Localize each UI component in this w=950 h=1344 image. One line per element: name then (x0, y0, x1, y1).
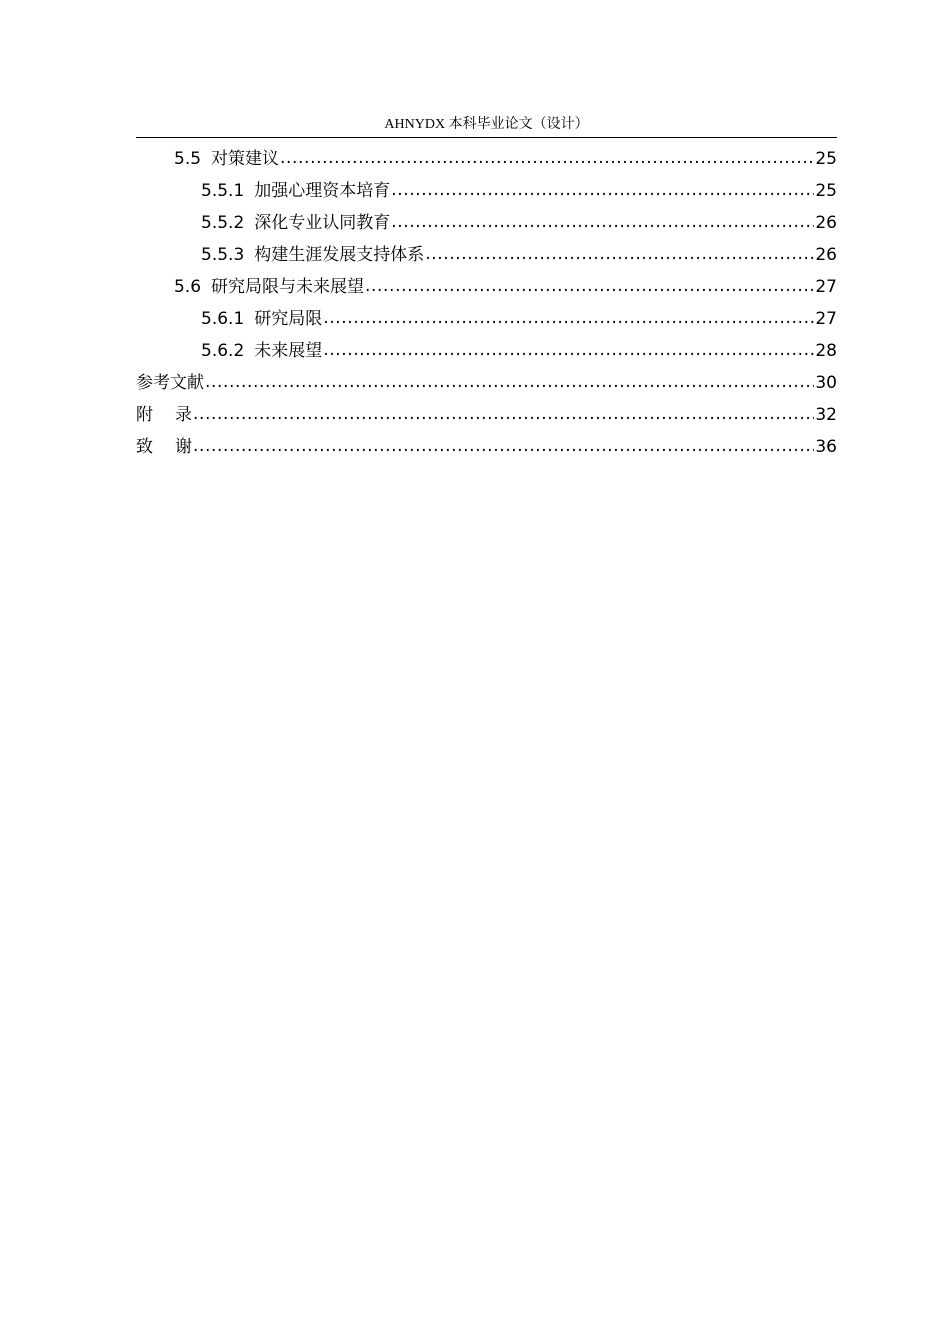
toc-entry-title: 参考文献 (136, 373, 204, 393)
toc-entry-page: 32 (815, 405, 837, 425)
toc-entry-number: 5.5.2 (201, 213, 245, 233)
toc-entry-title: 加强心理资本培育 (254, 181, 391, 201)
toc-dot-leader (205, 366, 814, 398)
toc-entry[interactable] (136, 271, 837, 303)
toc-dot-leader (193, 430, 814, 462)
toc-entry-page: 26 (815, 245, 837, 265)
toc-entry-title: 附 (136, 405, 175, 425)
toc-entry[interactable] (136, 207, 837, 239)
toc-entry-title: 致 (136, 437, 175, 457)
toc-entry-page: 28 (815, 341, 837, 361)
toc-entry-number: 5.6.2 (201, 341, 245, 361)
toc-entry-title: 未来展望 (254, 341, 323, 361)
toc-entry-title: 研究局限 (254, 309, 323, 329)
toc-entry-page: 30 (815, 373, 837, 393)
toc-entry-number: 5.6.1 (201, 309, 245, 329)
toc-entry-number: 5.6 (174, 277, 202, 297)
toc-entry[interactable] (136, 335, 837, 367)
toc-entry-page: 26 (815, 213, 837, 233)
toc-entry-number: 5.5.1 (201, 181, 245, 201)
header-divider (136, 137, 837, 138)
toc-dot-leader (323, 334, 814, 366)
toc-entry[interactable] (136, 367, 837, 399)
toc-dot-leader (391, 174, 814, 206)
toc-entry-page: 27 (815, 309, 837, 329)
toc-entry-title: 构建生涯发展支持体系 (254, 245, 425, 265)
toc-entry[interactable] (136, 143, 837, 175)
toc-entry-title-second: 谢 (175, 437, 192, 457)
toc-entry-page: 25 (815, 149, 837, 169)
toc-dot-leader (323, 302, 814, 334)
toc-entry[interactable] (136, 239, 837, 271)
toc-dot-leader (193, 398, 814, 430)
toc-entry-number: 5.5 (174, 149, 202, 169)
toc-entry-number: 5.5.3 (201, 245, 245, 265)
toc-entry[interactable] (136, 303, 837, 335)
toc-entry-page: 27 (815, 277, 837, 297)
toc-dot-leader (425, 238, 814, 270)
toc-entry[interactable] (136, 175, 837, 207)
toc-dot-leader (391, 206, 814, 238)
toc-entry[interactable] (136, 431, 837, 463)
toc-entry-title: 深化专业认同教育 (254, 213, 391, 233)
toc-dot-leader (365, 270, 814, 302)
toc-entry-title: 对策建议 (211, 149, 280, 169)
page-header: AHNYDX 本科毕业论文（设计） (384, 117, 589, 132)
table-of-contents (136, 143, 837, 463)
toc-entry-title: 研究局限与未来展望 (211, 277, 365, 297)
toc-entry-title-second: 录 (175, 405, 192, 425)
toc-entry-page: 25 (815, 181, 837, 201)
toc-entry[interactable] (136, 399, 837, 431)
toc-entry-page: 36 (815, 437, 837, 457)
toc-dot-leader (280, 142, 814, 174)
